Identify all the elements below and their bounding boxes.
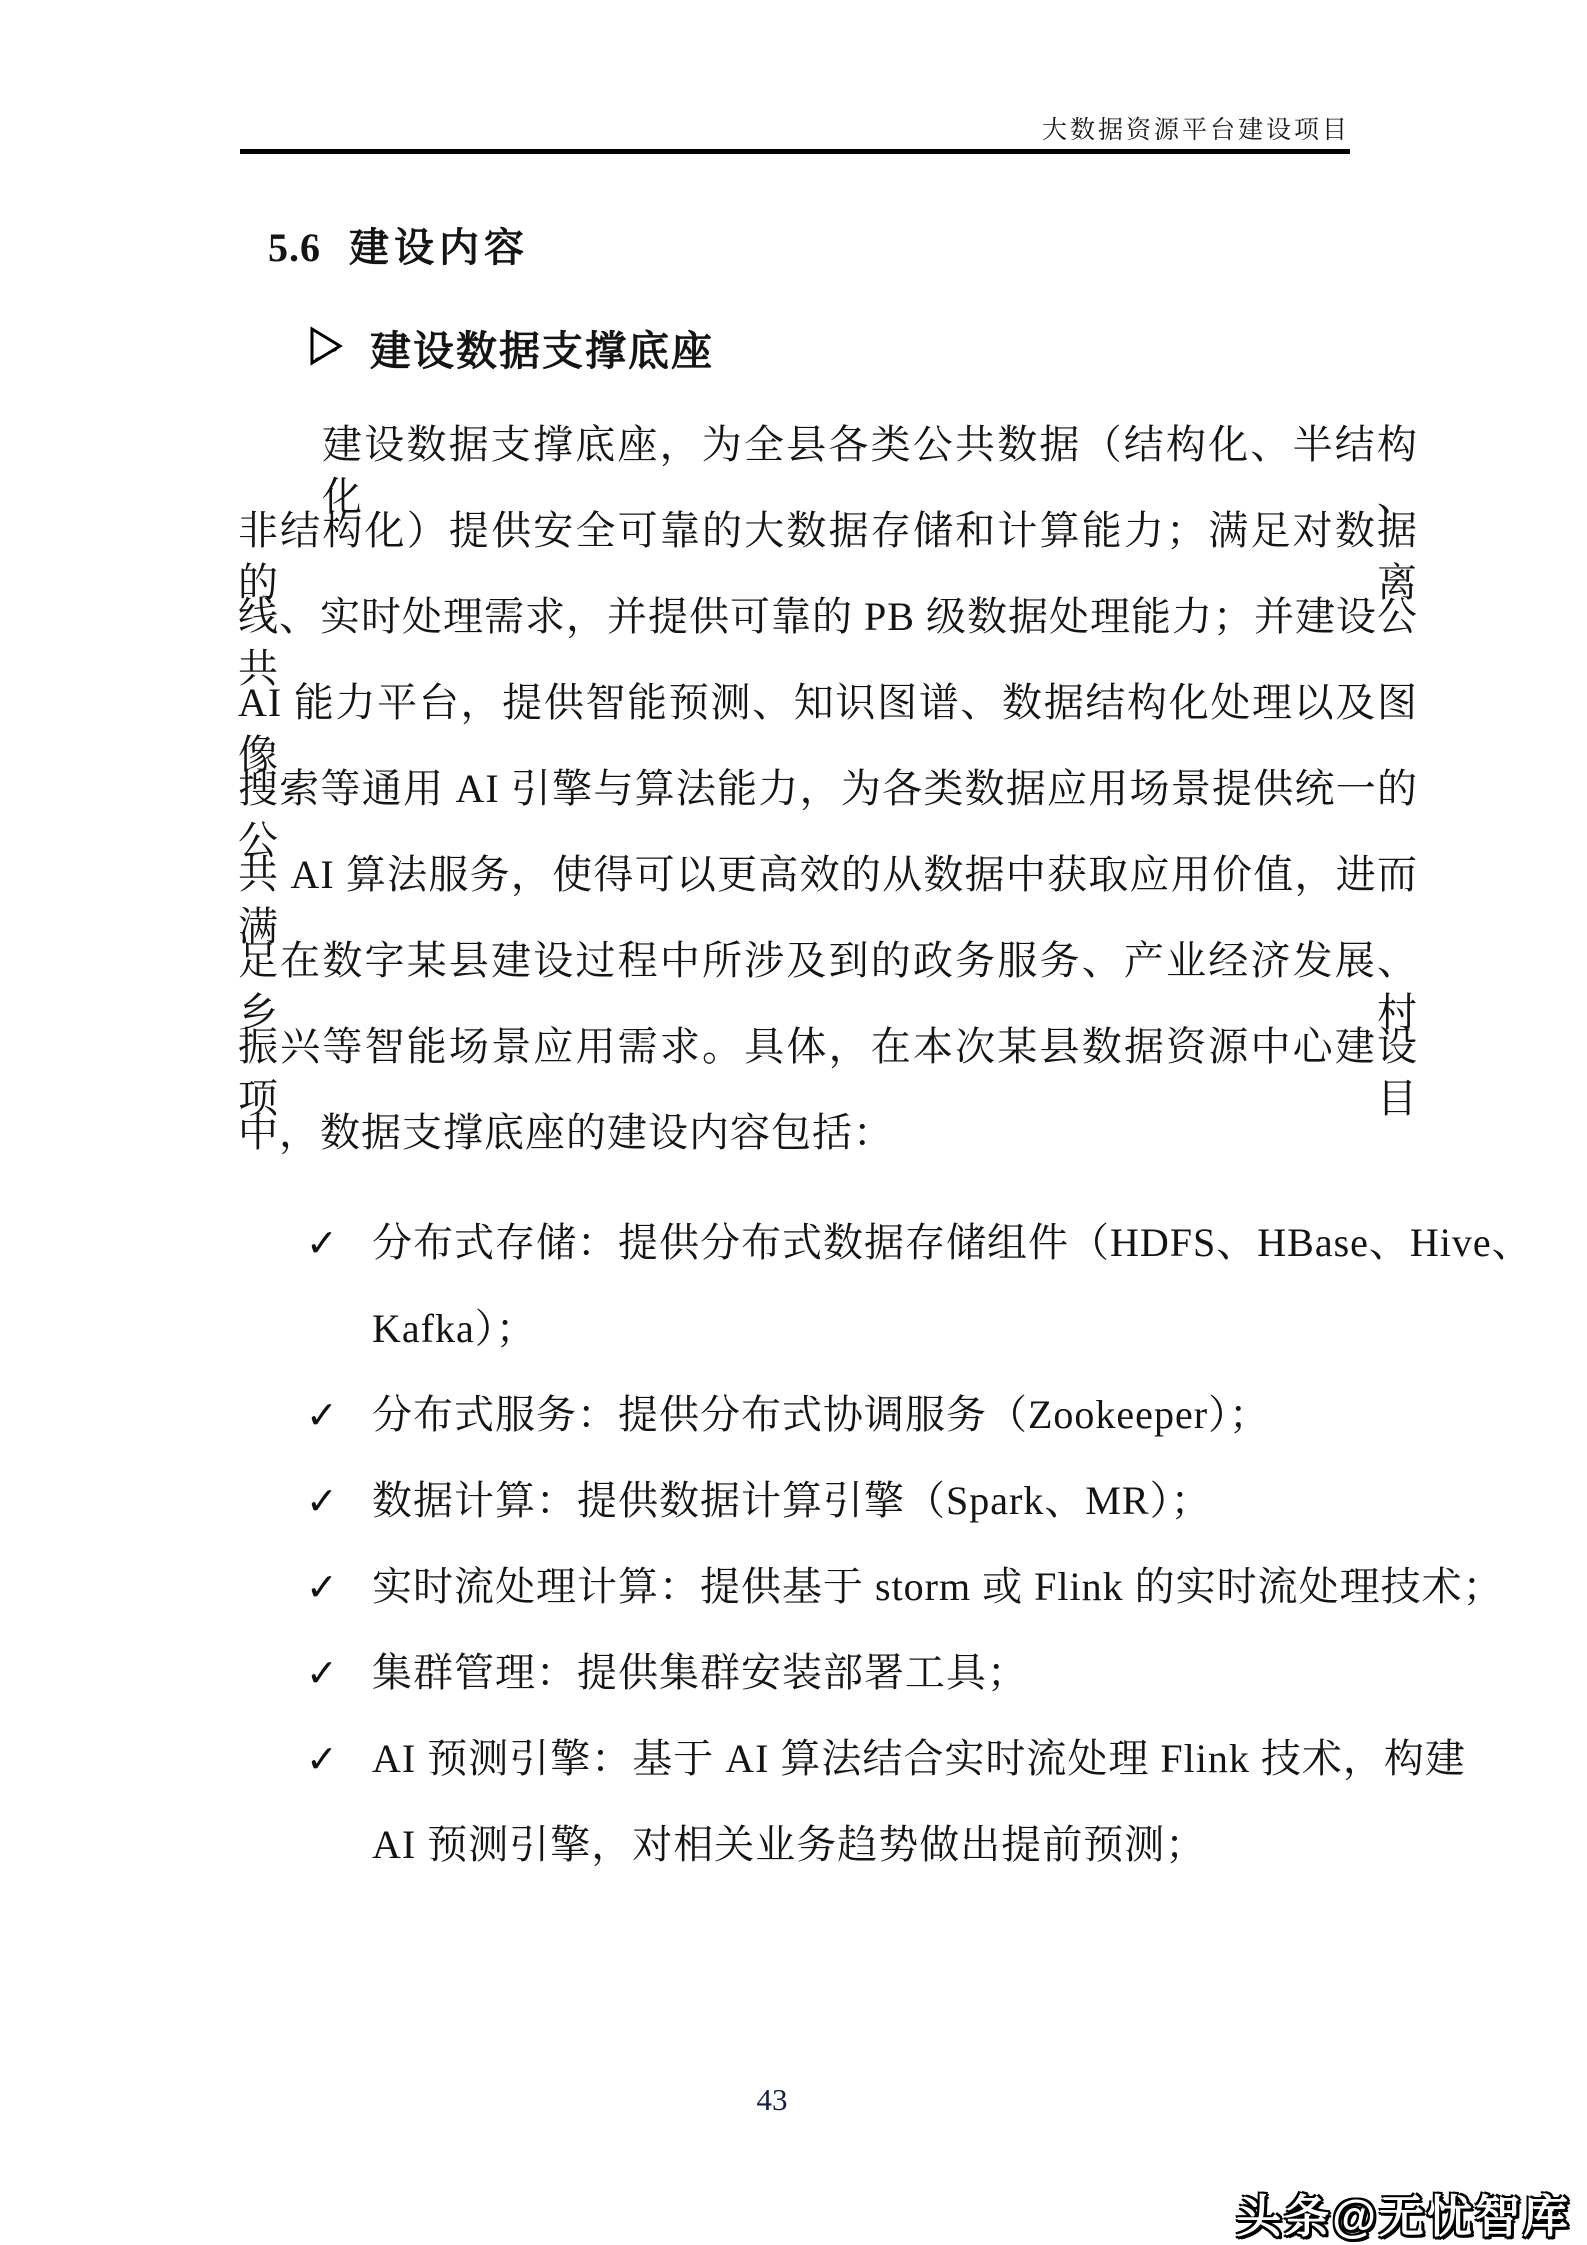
checklist-line: 实时流处理计算：提供基于 storm 或 Flink 的实时流处理技术； (372, 1564, 1504, 1609)
section-number: 5.6 (268, 225, 321, 270)
subsection-title: 建设数据支撑底座 (370, 328, 714, 374)
check-icon: ✓ (306, 1565, 338, 1609)
paragraph-line: AI 能力平台，提供智能预测、知识图谱、数据结构化处理以及图像 (238, 680, 1418, 777)
check-icon: ✓ (306, 1393, 338, 1437)
check-icon: ✓ (306, 1737, 338, 1781)
paragraph-line: 足在数字某县建设过程中所涉及到的政务服务、产业经济发展、乡村 (238, 938, 1418, 1035)
check-icon: ✓ (306, 1221, 338, 1265)
arrow-bullet-icon (308, 325, 344, 372)
paragraph-line: 非结构化）提供安全可靠的大数据存储和计算能力；满足对数据的离 (238, 508, 1418, 605)
checklist-line: 分布式存储：提供分布式数据存储组件（HDFS、HBase、Hive、 (372, 1220, 1533, 1265)
checklist-line: 数据计算：提供数据计算引擎（Spark、MR）； (372, 1478, 1212, 1523)
section-title: 建设内容 (349, 225, 529, 270)
check-icon: ✓ (306, 1479, 338, 1523)
checklist-line: AI 预测引擎：基于 AI 算法结合实时流处理 Flink 技术，构建 (372, 1736, 1466, 1781)
checklist-line: 集群管理：提供集群安装部署工具； (372, 1650, 1028, 1695)
paragraph-line: 中，数据支撑底座的建设内容包括： (238, 1110, 894, 1155)
header-divider (240, 149, 1350, 154)
paragraph-line: 搜索等通用 AI 引擎与算法能力，为各类数据应用场景提供统一的公 (238, 766, 1418, 863)
watermark: 头条@无忧智库 (1236, 2191, 1571, 2242)
paragraph-line: 共 AI 算法服务，使得可以更高效的从数据中获取应用价值，进而满 (238, 852, 1418, 949)
paragraph-line: 建设数据支撑底座，为全县各类公共数据（结构化、半结构化、 (322, 422, 1418, 519)
paragraph-line: 振兴等智能场景应用需求。具体，在本次某县数据资源中心建设项目 (238, 1024, 1418, 1121)
paragraph-line: 线、实时处理需求，并提供可靠的 PB 级数据处理能力；并建设公共 (238, 594, 1418, 691)
page-header-title: 大数据资源平台建设项目 (1041, 117, 1350, 144)
section-heading (268, 216, 529, 273)
checklist-line: 分布式服务：提供分布式协调服务（Zookeeper）； (372, 1392, 1271, 1437)
checklist-line: AI 预测引擎，对相关业务趋势做出提前预测； (372, 1822, 1207, 1867)
checklist-line: Kafka）； (372, 1306, 537, 1351)
page-number: 43 (756, 2082, 788, 2117)
check-icon: ✓ (306, 1651, 338, 1695)
